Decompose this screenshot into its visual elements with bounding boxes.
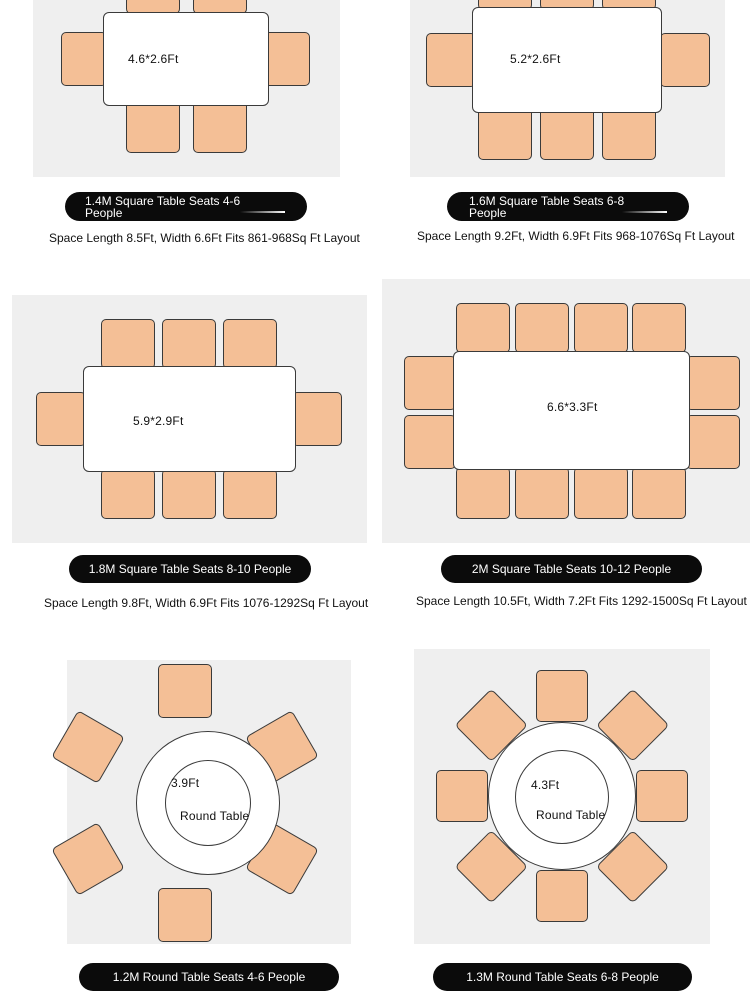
rect-table [472,7,662,113]
layout-1-title: 1.4M Square Table Seats 4-6 People [85,193,241,220]
chair [404,356,456,410]
chair [264,32,310,86]
table-dimension: 3.9Ft [171,776,200,790]
chair [602,106,656,160]
layout-4-caption: Space Length 10.5Ft, Width 7.2Ft Fits 1292-1500Sq Ft Layout [416,594,747,608]
chair [636,770,688,822]
layout-6-title-pill [433,963,692,991]
table-dimension: 5.9*2.9Ft [133,414,184,428]
chair [158,664,212,718]
layout-3-caption: Space Length 9.8Ft, Width 6.9Ft Fits 1076-1292Sq Ft Layout [44,596,369,610]
table-label: Round Table [536,808,606,822]
layout-4-title: 2M Square Table Seats 10-12 People [471,562,672,576]
rect-table [83,366,296,472]
round-table-inner [165,760,251,846]
layout-2-title: 1.6M Square Table Seats 6-8 People [469,193,625,220]
layout-4-panel [382,279,750,543]
chair [540,106,594,160]
chair [193,100,247,153]
layout-2-panel [410,0,725,177]
chair [686,415,740,469]
chair [456,467,510,519]
chair [51,710,125,784]
chair [223,319,277,369]
chair [632,467,686,519]
chair [51,822,125,896]
pill-swoosh [240,211,285,213]
layout-5-title: 1.2M Round Table Seats 4-6 People [112,970,306,984]
chair [686,356,740,410]
chair [574,303,628,353]
chair [158,888,212,942]
layout-6-title: 1.3M Round Table Seats 6-8 People [466,970,659,984]
chair [223,469,277,519]
pill-swoosh [622,211,667,213]
chair [292,392,342,446]
layout-3-title: 1.8M Square Table Seats 8-10 People [88,562,292,576]
chair [515,303,569,353]
layout-2-caption: Space Length 9.2Ft, Width 6.9Ft Fits 968-1076Sq Ft Layout [417,229,735,243]
layout-1-caption: Space Length 8.5Ft, Width 6.6Ft Fits 861-968Sq Ft Layout [49,231,360,245]
table-dimension: 4.3Ft [531,778,560,792]
layout-5-panel [67,660,351,944]
chair [162,469,216,519]
layout-1-panel [33,0,340,177]
layout-3-title-pill [69,555,311,583]
chair [632,303,686,353]
table-dimension: 6.6*3.3Ft [547,400,598,414]
chair [162,319,216,369]
layout-3-panel [12,295,367,543]
table-dimension: 5.2*2.6Ft [510,52,561,66]
round-table-inner [515,750,609,844]
chair [456,303,510,353]
layout-5-title-pill [79,963,339,991]
chair [101,319,155,369]
chair [436,770,488,822]
chair [515,467,569,519]
chair [126,100,180,153]
chair [61,32,107,86]
chair [536,870,588,922]
chair [574,467,628,519]
table-dimension: 4.6*2.6Ft [128,52,179,66]
layout-2-title-pill [447,192,689,221]
chair [536,670,588,722]
layout-6-panel [414,649,710,944]
chair [101,469,155,519]
layout-1-title-pill [65,192,307,221]
layout-4-title-pill [441,555,702,583]
table-label: Round Table [180,809,250,823]
chair [36,392,86,446]
chair [660,33,710,87]
chair [478,106,532,160]
chair [404,415,456,469]
chair [426,33,476,87]
